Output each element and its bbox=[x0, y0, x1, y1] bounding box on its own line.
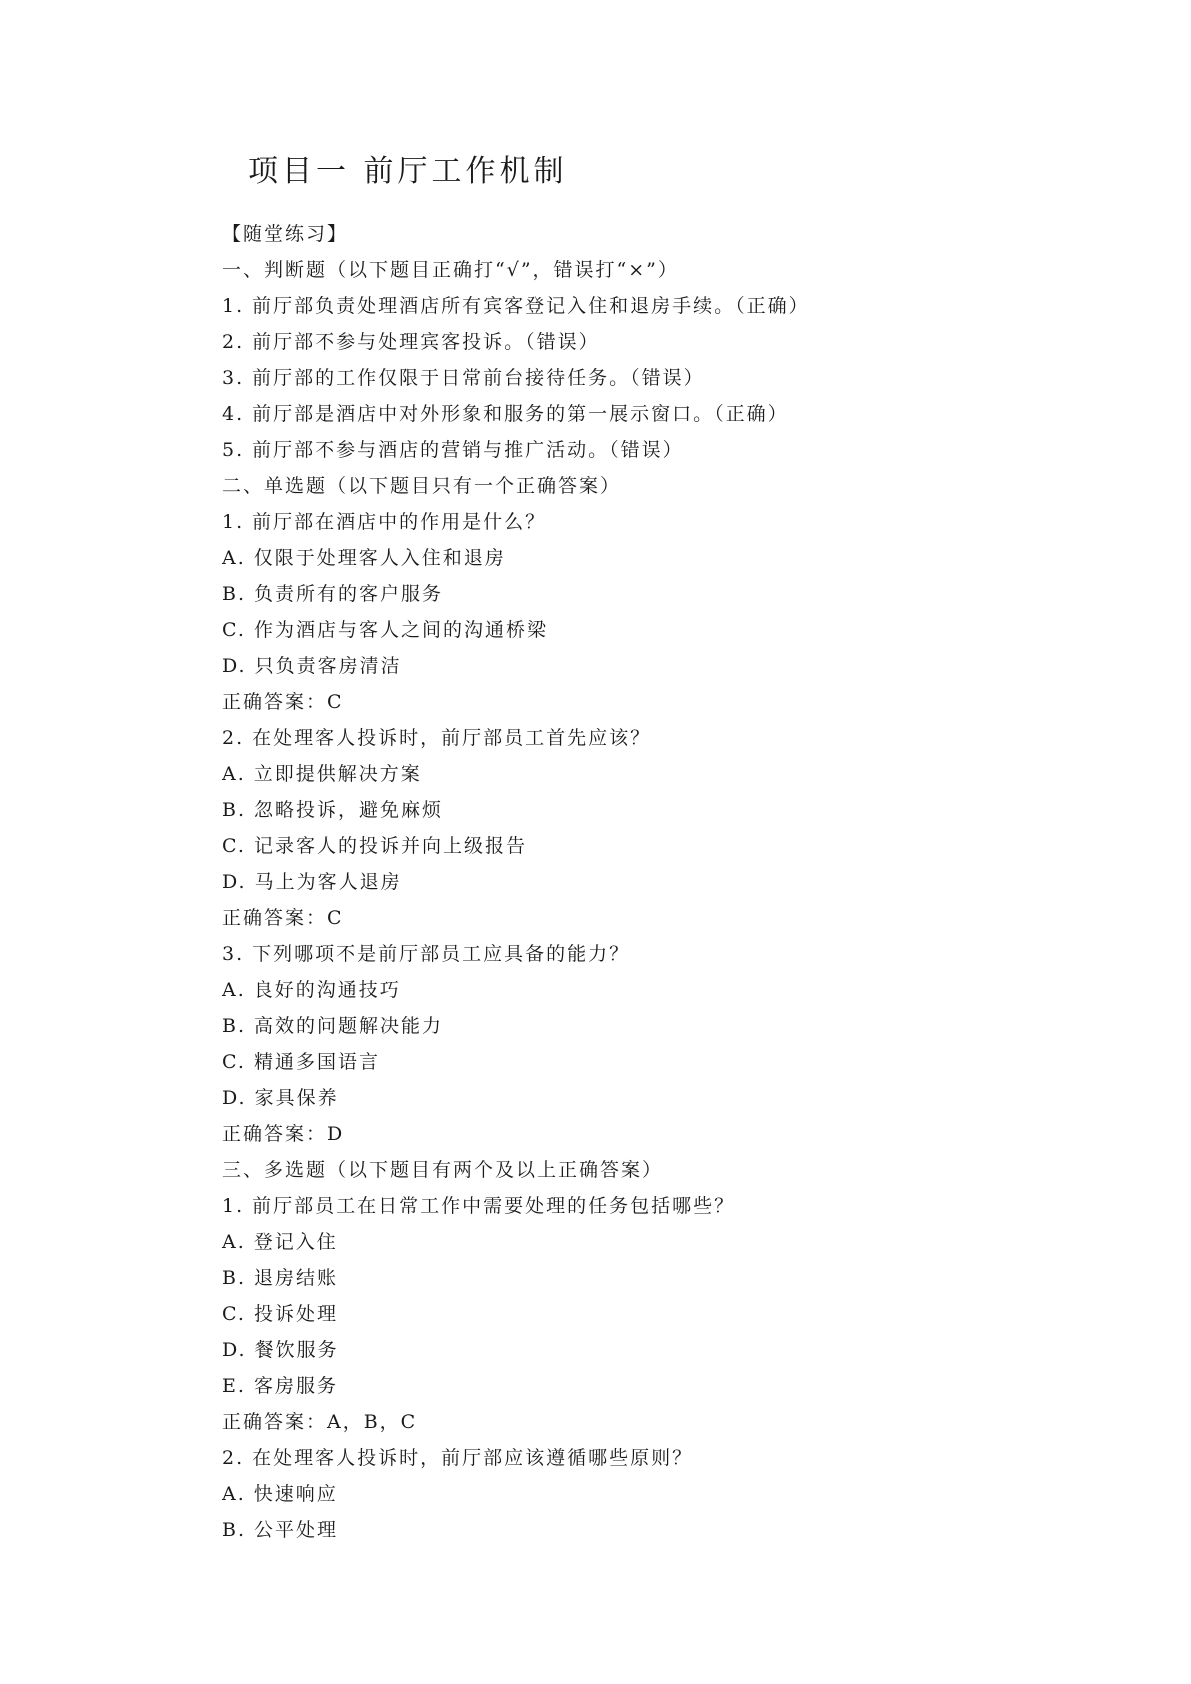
text-line: 一、判断题（以下题目正确打“√”，错误打“×”） bbox=[222, 259, 679, 281]
document-body bbox=[222, 216, 810, 1548]
text-line: A. 快速响应 bbox=[222, 1483, 338, 1505]
text-line: E. 客房服务 bbox=[222, 1375, 338, 1397]
text-line: 3. 前厅部的工作仅限于日常前台接待任务。（错误） bbox=[222, 367, 705, 389]
text-line: 【随堂练习】 bbox=[222, 223, 349, 245]
text-line: 3. 下列哪项不是前厅部员工应具备的能力？ bbox=[222, 943, 631, 965]
text-line: 4. 前厅部是酒店中对外形象和服务的第一展示窗口。（正确） bbox=[222, 403, 789, 425]
text-line: 1. 前厅部在酒店中的作用是什么？ bbox=[222, 511, 547, 533]
text-line: C. 记录客人的投诉并向上级报告 bbox=[222, 835, 527, 857]
page-title: 项目一 前厅工作机制 bbox=[248, 154, 568, 189]
text-line: D. 只负责客房清洁 bbox=[222, 655, 402, 677]
text-line: 1. 前厅部员工在日常工作中需要处理的任务包括哪些？ bbox=[222, 1195, 736, 1217]
text-line: B. 公平处理 bbox=[222, 1519, 339, 1541]
text-line: C. 投诉处理 bbox=[222, 1303, 338, 1325]
text-line: C. 作为酒店与客人之间的沟通桥梁 bbox=[222, 619, 548, 641]
text-line: A. 良好的沟通技巧 bbox=[222, 979, 401, 1001]
text-line: A. 登记入住 bbox=[222, 1231, 338, 1253]
text-line: B. 退房结账 bbox=[222, 1267, 339, 1289]
text-line: 5. 前厅部不参与酒店的营销与推广活动。（错误） bbox=[222, 439, 684, 461]
text-line: 1. 前厅部负责处理酒店所有宾客登记入住和退房手续。（正确） bbox=[222, 295, 810, 317]
text-line: 2. 前厅部不参与处理宾客投诉。（错误） bbox=[222, 331, 600, 353]
text-line: A. 仅限于处理客人入住和退房 bbox=[222, 547, 506, 569]
text-line: 正确答案：D bbox=[222, 1123, 345, 1145]
text-line: 二、单选题（以下题目只有一个正确答案） bbox=[222, 475, 622, 497]
text-line: 2. 在处理客人投诉时，前厅部员工首先应该？ bbox=[222, 727, 652, 749]
text-line: B. 忽略投诉，避免麻烦 bbox=[222, 799, 444, 821]
text-line: 正确答案：C bbox=[222, 907, 344, 929]
text-line: A. 立即提供解决方案 bbox=[222, 763, 422, 785]
text-line: 正确答案：A，B，C bbox=[222, 1411, 418, 1433]
text-line: B. 负责所有的客户服务 bbox=[222, 583, 444, 605]
text-line: D. 家具保养 bbox=[222, 1087, 339, 1109]
text-line: B. 高效的问题解决能力 bbox=[222, 1015, 444, 1037]
text-line: 2. 在处理客人投诉时，前厅部应该遵循哪些原则？ bbox=[222, 1447, 694, 1469]
text-line: 正确答案：C bbox=[222, 691, 344, 713]
text-line: 三、多选题（以下题目有两个及以上正确答案） bbox=[222, 1159, 664, 1181]
text-line: C. 精通多国语言 bbox=[222, 1051, 380, 1073]
text-line: D. 马上为客人退房 bbox=[222, 871, 402, 893]
text-line: D. 餐饮服务 bbox=[222, 1339, 339, 1361]
